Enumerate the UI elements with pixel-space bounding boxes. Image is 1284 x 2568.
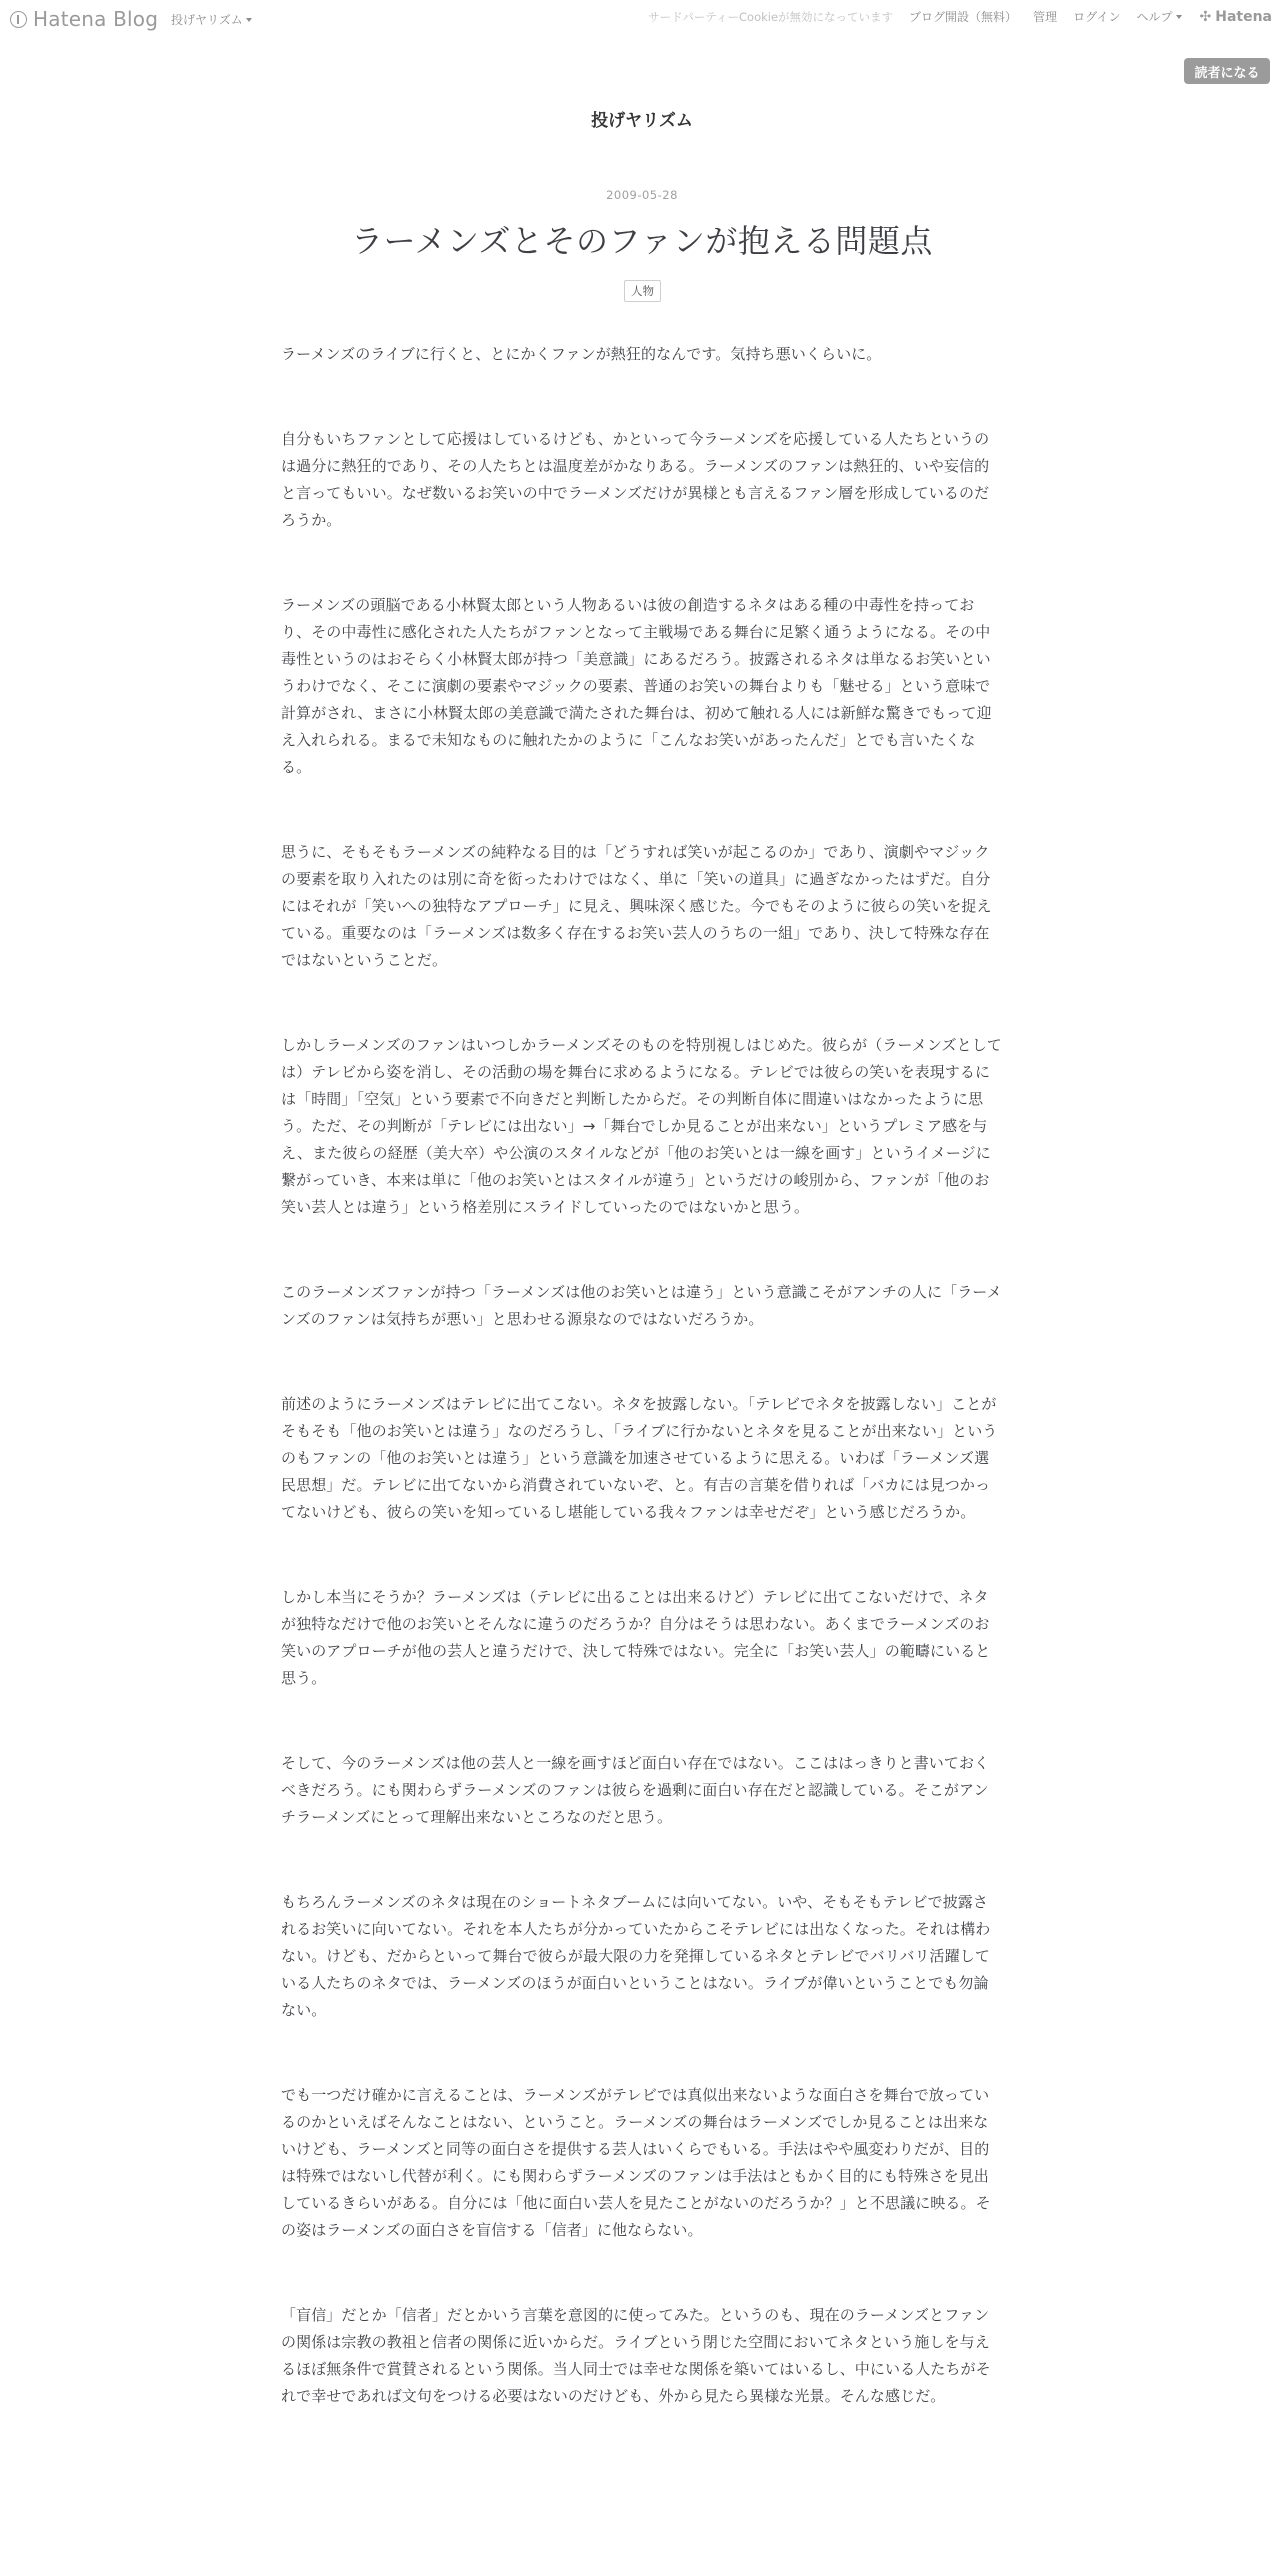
entry-paragraph: ラーメンズのライブに行くと、とにかくファンが熱狂的なんです。気持ち悪いくらいに。: [281, 345, 882, 363]
blog-menu-dropdown[interactable]: [171, 11, 252, 28]
help-dropdown[interactable]: [1136, 8, 1181, 25]
entry-paragraph: このラーメンズファンが持つ「ラーメンズは他のお笑いとは違う」という意識こそがアンチの人に「ラーメンズのファンは気持ちが悪い」と思わせる源泉なのではないだろうか。: [281, 1283, 1002, 1328]
hatena-blog-logo[interactable]: [10, 6, 158, 32]
nav-create-blog[interactable]: ブログ開設（無料）: [909, 10, 1018, 24]
entry-paragraph: ラーメンズの頭脳である小林賢太郎という人物あるいは彼の創造するネタはある種の中毒性を持っており、その中毒性に感化された人たちがファンとなって主戦場である舞台に足繁く通うようになる。その中毒性というのはおそらく小林賢太郎が持つ「美意識」にあるだろう。披露されるネタは単なるお笑いというわけでなく、そこに演劇の要素やマジックの要素、普通のお笑いの舞台よりも「魅せる」という意味で計算がされ、まさに小林賢太郎の美意識で満たされた舞台は、初めて触れる人には新鮮な驚きでもって迎え入れられる。まるで未知なものに触れたかのように「こんなお笑いがあったんだ」とでも言いたくなる。: [281, 596, 992, 776]
entry-paragraph: もちろんラーメンズのネタは現在のショートネタブームには向いてない。いや、そもそもテレビで披露されるお笑いに向いてない。それを本人たちが分かっていたからこそテレビには出なくなった。それは構わない。けども、だからといって舞台で彼らが最大限の力を発揮しているネタとテレビでバリバリ活躍している人たちのネタでは、ラーメンズのほうが面白いということはない。ライブが偉いということでも勿論ない。: [281, 1893, 991, 2019]
entry-paragraph: 「盲信」だとか「信者」だとかいう言葉を意図的に使ってみた。というのも、現在のラーメンズとファンの関係は宗教の教祖と信者の関係に近いからだ。ライブという閉じた空間においてネタという施しを与えるほぼ無条件で賞賛されるという関係。当人同士では幸せな関係を築いてはいるし、中にいる人たちがそれで幸せであれば文句をつける必要はないのだけども、外から見たら異様な光景。そんな感じだ。: [281, 2306, 991, 2405]
cookie-notice[interactable]: サードパーティーCookieが無効になっています: [648, 9, 894, 24]
entry-paragraph: しかし本当にそうか？ラーメンズは（テレビに出ることは出来るけど）テレビに出てこないだけで、ネタが独特なだけで他のお笑いとそんなに違うのだろうか？自分はそうは思わない。あくまでラーメンズのお笑いのアプローチが他の芸人と違うだけで、決して特殊ではない。完全に「お笑い芸人」の範疇にいると思う。: [281, 1588, 991, 1687]
hatena-star-icon: ✣: [1199, 8, 1212, 25]
caret-down-icon: [246, 18, 252, 22]
header-nav: [648, 8, 1272, 25]
subscribe-button[interactable]: 読者になる: [1184, 58, 1270, 84]
caret-down-icon: [1176, 15, 1182, 19]
blog-menu-label: 投げヤリズム: [171, 13, 243, 27]
entry-paragraph: そして、今のラーメンズは他の芸人と一線を画すほど面白い存在ではない。ここははっきりと書いておくべきだろう。にも関わらずラーメンズのファンは彼らを過剰に面白い存在だと認識している。そこがアンチラーメンズにとって理解出来ないところなのだと思う。: [281, 1754, 990, 1826]
entry-paragraph: 思うに、そもそもラーメンズの純粋なる目的は「どうすれば笑いが起こるのか」であり、演劇やマジックの要素を取り入れたのは別に奇を衒ったわけではなく、単に「笑いの道具」に過ぎなかったはずだ。自分にはそれが「笑いへの独特なアプローチ」に見え、興味深く感じた。今でもそのように彼らの笑いを捉えている。重要なのは「ラーメンズは数多く存在するお笑い芸人のうちの一組」であり、決して特殊な存在ではないということだ。: [281, 843, 992, 969]
nav-login[interactable]: ログイン: [1073, 10, 1121, 24]
global-header: [0, 0, 1284, 38]
entry-content: [281, 341, 1003, 2468]
entry-paragraph: 前述のようにラーメンズはテレビに出てこない。ネタを披露しない。「テレビでネタを披露しない」ことがそもそも「他のお笑いとは違う」なのだろうし、「ライブに行かないとネタを見ることが出来ない」というのもファンの「他のお笑いとは違う」という意識を加速させているように思える。いわば「ラーメンズ選民思想」だ。テレビに出てないから消費されていないぞ、と。有吉の言葉を借りれば「バカには見つかってないけども、彼らの笑いを知っているし堪能している我々ファンは幸せだぞ」という感じだろうか。: [281, 1395, 998, 1521]
entry-paragraph: 自分もいちファンとして応援はしているけども、かといって今ラーメンズを応援している人たちというのは過分に熱狂的であり、その人たちとは温度差がかなりある。ラーメンズのファンは熱狂的、いや妄信的と言ってもいい。なぜ数いるお笑いの中でラーメンズだけが異様とも言えるファン層を形成しているのだろうか。: [281, 430, 990, 529]
hatena-menu[interactable]: [1200, 9, 1273, 25]
blog-title[interactable]: 投げヤリズム: [591, 111, 693, 131]
category-tag[interactable]: 人物: [624, 280, 661, 302]
help-label: ヘルプ: [1136, 10, 1173, 24]
hatena-brand-label: Hatena: [1215, 8, 1272, 25]
entry-title[interactable]: ラーメンズとそのファンが抱える問題点: [351, 222, 933, 260]
entry-paragraph: でも一つだけ確かに言えることは、ラーメンズがテレビでは真似出来ないような面白さを舞台で放っているのかといえばそんなことはない、ということ。ラーメンズの舞台はラーメンズでしか見ることは出来ないけども、ラーメンズと同等の面白さを提供する芸人はいくらでもいる。手法はやや風変わりだが、目的は特殊ではないし代替が利く。にも関わらずラーメンズのファンは手法はともかく目的にも特殊さを見出しているきらいがある。自分には「他に面白い芸人を見たことがないのだろうか？」と不思議に映る。その姿はラーメンズの面白さを盲信する「信者」に他ならない。: [281, 2086, 991, 2239]
logo-text: Hatena Blog: [33, 7, 159, 31]
entry-date[interactable]: 2009-05-28: [606, 188, 678, 202]
entry-paragraph: しかしラーメンズのファンはいつしかラーメンズそのものを特別視しはじめた。彼らが（ラーメンズとしては）テレビから姿を消し、その活動の場を舞台に求めるようになる。テレビでは彼らの笑いを表現するには「時間」「空気」という要素で不向きだと判断したからだ。その判断自体に間違いはなかったように思う。ただ、その判断が「テレビには出ない」→「舞台でしか見ることが出来ない」というプレミア感を与え、また彼らの経歴（美大卒）や公演のスタイルなどが「他のお笑いとは一線を画す」というイメージに繋がっていき、本来は単に「他のお笑いとはスタイルが違う」というだけの峻別から、ファンが「他のお笑い芸人とは違う」という格差別にスライドしていったのではないかと思う。: [281, 1036, 1002, 1216]
nav-manage[interactable]: 管理: [1033, 10, 1058, 24]
hatena-logo-icon: [10, 11, 27, 28]
